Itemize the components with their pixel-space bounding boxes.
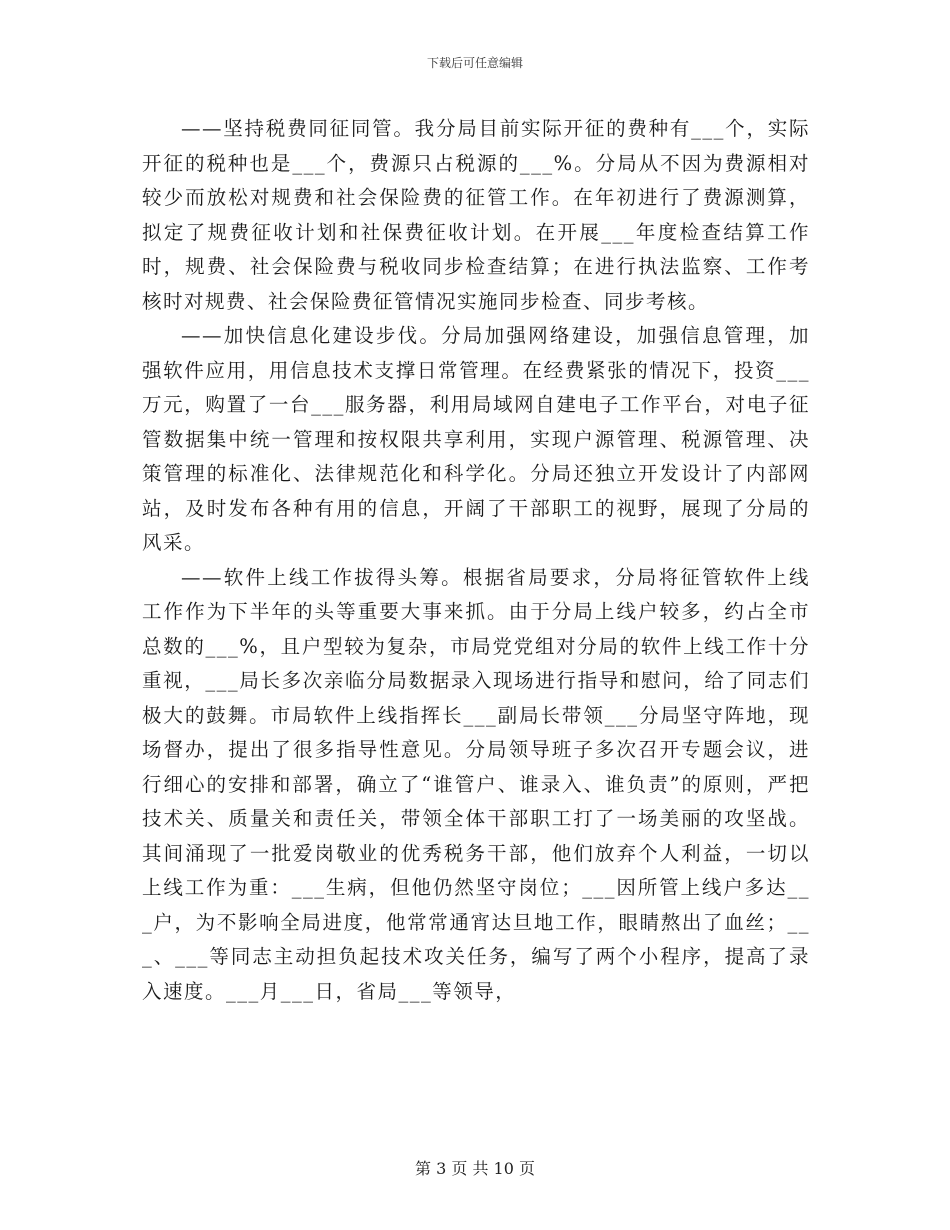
- page-number: 第 3 页 共 10 页: [415, 1159, 535, 1178]
- header-note: 下载后可任意编辑: [426, 56, 523, 70]
- document-body: [142, 112, 810, 1009]
- paragraph-software-launch: ——软件上线工作拔得头筹。根据省局要求，分局将征管软件上线工作作为下半年的头等重要大事来抓。由于分局上线户较多，约占全市总数的___%，且户型较为复杂，市局党党组对分局的软件上线工作十分重视，___局长多次亲临分局数据录入现场进行指导和慰问，给了同志们极大的鼓舞。市局软件上线指挥长___副局长带领___分局坚守阵地，现场督办，提出了很多指导性意见。分局领导班子多次召开专题会议，进行细心的安排和部署，确立了“谁管户、谁录入、谁负责”的原则，严把技术关、质量关和责任关，带领全体干部职工打了一场美丽的攻坚战。其间涌现了一批爱岗敬业的优秀税务干部，他们放弃个人利益，一切以上线工作为重：___生病，但他仍然坚守岗位；___因所管上线户多达___户，为不影响全局进度，他常常通宵达旦地工作，眼睛熬出了血丝；___、___等同志主动担负起技术攻关任务，编写了两个小程序，提高了录入速度。___月___日，省局___等领导，: [142, 565, 810, 1003]
- paragraph-informatization: ——加快信息化建设步伐。分局加强网络建设，加强信息管理，加强软件应用，用信息技术支撑日常管理。在经费紧张的情况下，投资___万元，购置了一台___服务器，利用局域网自建电子工作平台，对电子征管数据集中统一管理和按权限共享利用，实现户源管理、税源管理、决策管理的标准化、法律规范化和科学化。分局还独立开发设计了内部网站，及时发布各种有用的信息，开阔了干部职工的视野，展现了分局的风采。: [142, 324, 810, 554]
- paragraph-tax-fee-collection: ——坚持税费同征同管。我分局目前实际开征的费种有___个，实际开征的税种也是___个，费源只占税源的___%。分局从不因为费源相对较少而放松对规费和社会保险费的征管工作。在年初进行了费源测算，拟定了规费征收计划和社保费征收计划。在开展___年度检查结算工作时，规费、社会保险费与税收同步检查结算；在进行执法监察、工作考核时对规费、社会保险费征管情况实施同步检查、同步考核。: [142, 117, 810, 313]
